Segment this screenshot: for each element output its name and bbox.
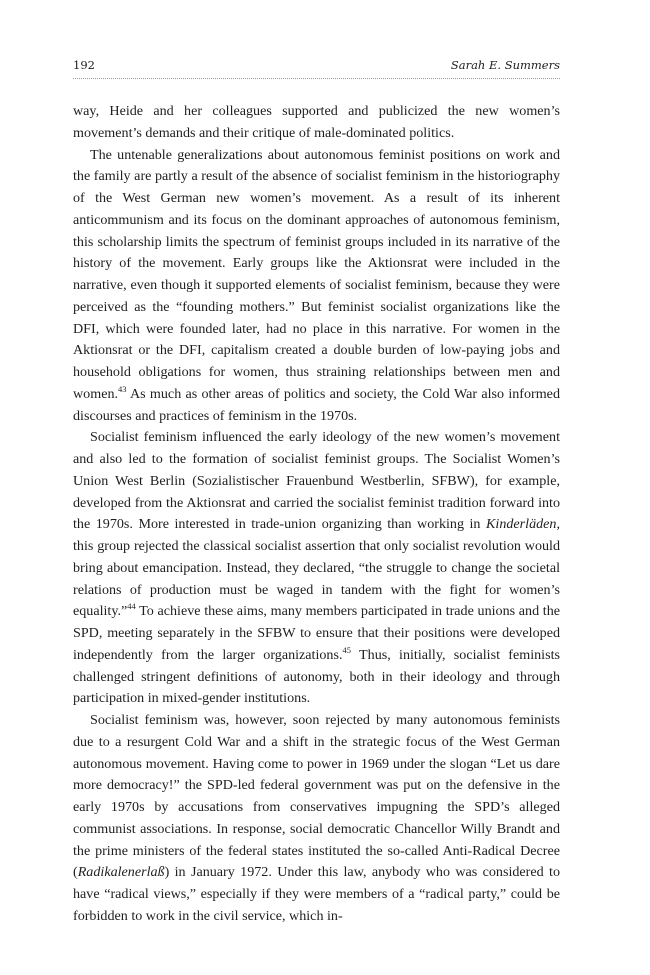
- page-number: 192: [73, 58, 95, 72]
- italic-term: Kinderläden,: [486, 516, 560, 533]
- paragraph: [73, 145, 560, 428]
- text-run: Thus, initially, socialist feminists challenged stringent definitions of autonomy, both in their ideology and through participation in mixed-gender institutions.: [73, 646, 560, 707]
- text-run: way, Heide and her colleagues supported and publicized the new women’s movement’s demands and their critique of male-dominated politics.: [73, 103, 560, 141]
- text-run: ) in January 1972. Under this law, anybody who was considered to have “radical views,” especially if they were members of a “radical party,” could be forbidden to work in the civil service, which in-: [73, 864, 560, 924]
- footnote-marker: 44: [127, 601, 136, 612]
- book-page: [73, 58, 560, 928]
- running-header: [73, 58, 560, 79]
- text-run: To achieve these aims, many members participated in trade unions and the SPD, meeting separately in the SFBW to ensure that their positions were developed independently from the larger organizations.: [73, 603, 560, 663]
- paragraph: [73, 710, 560, 928]
- footnote-marker: 43: [118, 383, 127, 394]
- text-run: Socialist feminism influenced the early ideology of the new women’s movement and also led to the formation of socialist feminist groups. The Socialist Women’s Union West Berlin (Sozialistischer Frauenbund Westberlin, SFBW), for example, developed from the Aktionsrat and carried the socialist feminist tradition forward into the 1970s. More interested in trade-union organizing than working in: [73, 429, 560, 533]
- paragraph: [73, 427, 560, 710]
- paragraph: [73, 101, 560, 145]
- text-run: Socialist feminism was, however, soon rejected by many autonomous feminists due to a resurgent Cold War and a shift in the strategic focus of the West German autonomous movement. Having come to power in 1969 under the slogan “Let us dare more democracy!” the SPD-led federal government was put on the defensive in the early 1970s by accusations from conservatives impugning the SPD’s alleged communist associations. In response, social democratic Chancellor Willy Brandt and the prime ministers of the federal states instituted the so-called Anti-Radical Decree (: [73, 712, 560, 881]
- body-text: [73, 101, 560, 928]
- text-run: this group rejected the classical socialist assertion that only socialist revolution would bring about emancipation. Instead, they declared, “the struggle to change the societal relations of production must be waged in tandem with the fight for women’s equality.”: [73, 538, 560, 620]
- text-run: The untenable generalizations about autonomous feminist positions on work and the family are partly a result of the absence of socialist feminism in the historiography of the West German new women’s movement. As a result of its inherent anticommunism and its focus on the dominant approaches of autonomous feminism, this scholarship limits the spectrum of feminist groups included in its narrative of the history of the movement. Early groups like the Aktionsrat were included in the narrative, even though it supported elements of socialist feminism, because they were perceived as the “founding mothers.” But feminist socialist organizations like the DFI, which were founded later, had no place in this narrative. For women in the Aktionsrat or the DFI, capitalism created a double burden of low-paying jobs and household obligations for women, thus straining relationships between men and women.: [73, 146, 560, 402]
- italic-term: Radikalenerlaß: [77, 864, 165, 881]
- running-header-author: Sarah E. Summers: [450, 58, 560, 72]
- text-run: As much as other areas of politics and society, the Cold War also informed discourses and practices of feminism in the 1970s.: [73, 385, 560, 424]
- footnote-marker: 45: [342, 644, 351, 655]
